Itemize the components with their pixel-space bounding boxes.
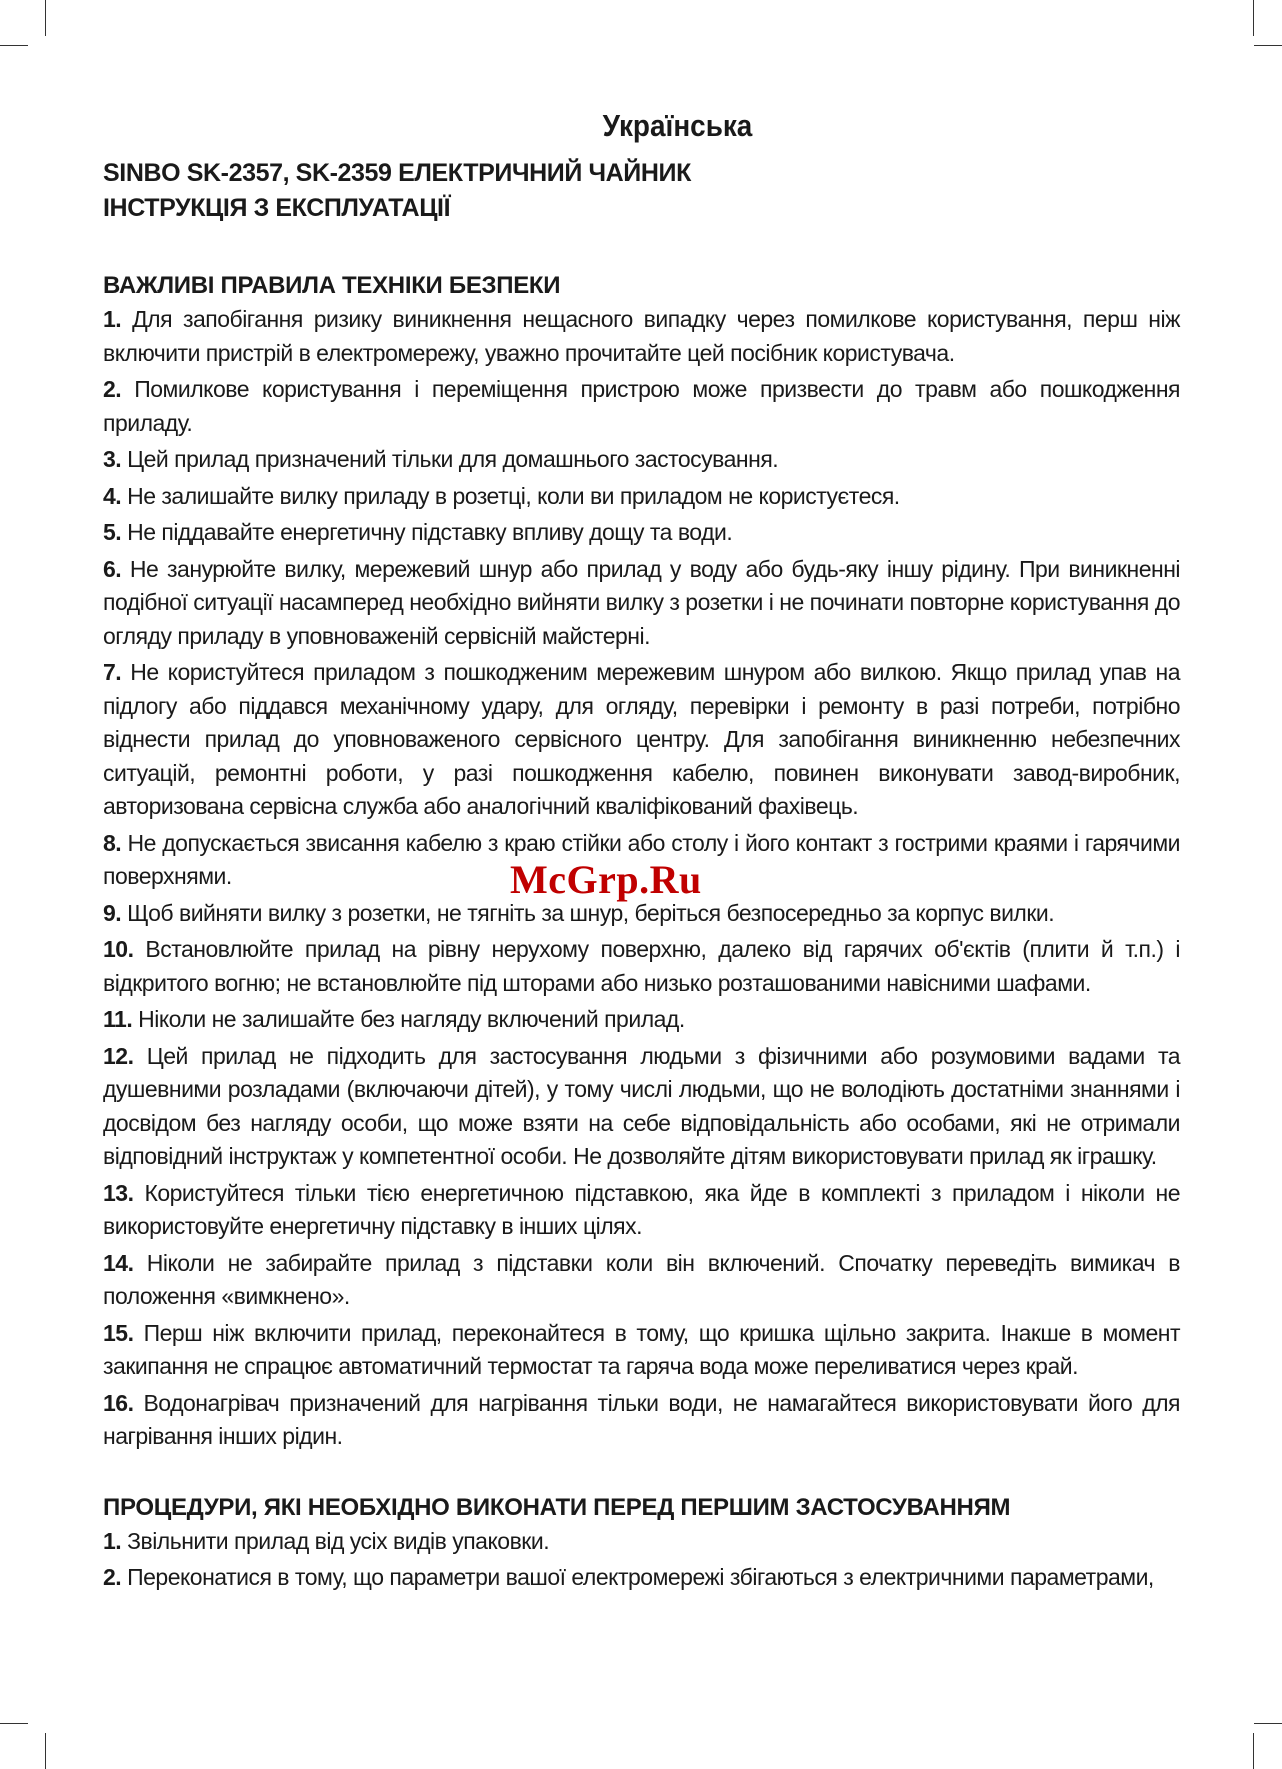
item-number: 7. <box>103 659 122 685</box>
item-number: 12. <box>103 1042 134 1069</box>
list-item <box>103 933 1180 1000</box>
item-text: Щоб вийняти вилку з розетки, не тягніть за шнур, беріться безпосередньо за корпус вилки. <box>127 899 1055 926</box>
list-item <box>103 516 1180 550</box>
item-text: Цей прилад не підходить для застосування людьми з фізичними або розумовими вадами та душевними розладами (включаючи дітей), у тому числі людьми, що не володіють достатніми знаннями і досвідом без нагляду особи, що може взяти на себе відповідальність або особами, які не отримали відповідний інструктаж у компетентної особи. Не дозволяйте дітям використовувати прилад як іграшку. <box>103 1042 1181 1169</box>
item-text: Не користуйтеся приладом з пошкодженим мережевим шнуром або вилкою. Якщо прилад упав на підлогу або піддався механічному удару, для огляду, перевірки і ремонту в разі потреби, потрібно віднести прилад до уповноваженого сервісного центру. Для запобігання виникненню небезпечних ситуацій, ремонтні роботи, у разі пошкодження кабелю, повинен виконувати завод-виробник, авторизована сервісна служба або аналогічний кваліфікований фахівець. <box>103 659 1180 819</box>
list-item <box>103 1040 1180 1174</box>
item-text: Переконатися в тому, що параметри вашої електромережі збігаються з електричними параметрами, <box>127 1564 1154 1590</box>
procedures-heading: ПРОЦЕДУРИ, ЯКІ НЕОБХІДНО ВИКОНАТИ ПЕРЕД ПЕРШИМ ЗАСТОСУВАННЯМ <box>103 1493 1011 1521</box>
item-number: 9. <box>103 899 122 926</box>
item-number: 1. <box>103 306 122 332</box>
item-number: 2. <box>103 1564 122 1590</box>
procedures-list <box>103 1525 1180 1595</box>
item-text: Цей прилад призначений тільки для домашнього застосування. <box>127 446 779 472</box>
list-item <box>103 303 1180 370</box>
crop-mark <box>1254 1723 1282 1724</box>
list-item <box>103 1387 1180 1454</box>
language-heading: Українська <box>602 108 753 143</box>
crop-mark <box>45 1733 46 1769</box>
list-item <box>103 373 1180 440</box>
item-number: 10. <box>103 936 134 962</box>
crop-mark <box>1253 0 1254 36</box>
item-number: 5. <box>103 519 122 545</box>
item-text: Користуйтеся тільки тією енергетичною підставкою, яка йде в комплекті з приладом і ніколи не використовуйте енергетичну підставку в інших цілях. <box>103 1179 1180 1239</box>
item-text: Ніколи не залишайте без нагляду включений прилад. <box>138 1006 685 1032</box>
item-text: Не піддавайте енергетичну підставку впливу дощу та води. <box>127 519 733 545</box>
crop-mark <box>0 45 28 46</box>
list-item <box>103 1561 1180 1595</box>
list-item <box>103 1317 1180 1384</box>
item-text: Помилкове користування і переміщення пристрою може призвести до травм або пошкодження приладу. <box>103 376 1180 436</box>
item-text: Не занурюйте вилку, мережевий шнур або прилад у воду або будь-яку іншу рідину. При виникненні подібної ситуації насамперед необхідно вийняти вилку з розетки і не починати повторне користування до огляду приладу в уповноваженій сервісній майстерні. <box>103 555 1181 649</box>
crop-mark <box>1254 45 1282 46</box>
item-text: Для запобігання ризику виникнення нещасного випадку через помилкове користування, перш ніж включити пристрій в електромережу, уважно прочитайте цей посібник користувача. <box>103 306 1181 366</box>
product-title: SINBO SK-2357, SK-2359 ЕЛЕКТРИЧНИЙ ЧАЙНИК <box>103 159 691 187</box>
item-text: Звільнити прилад від усіх видів упаковки. <box>127 1527 550 1554</box>
item-text: Встановлюйте прилад на рівну нерухому поверхню, далеко від гарячих об'єктів (плити й т.п.) і відкритого вогню; не встановлюйте під шторами або низько розташованими навісними шафами. <box>103 936 1181 996</box>
crop-mark <box>1253 1733 1254 1769</box>
document-page <box>103 108 1180 1598</box>
watermark-text: McGrp.Ru <box>510 857 702 902</box>
list-item <box>103 443 1180 477</box>
item-number: 8. <box>103 829 122 856</box>
crop-mark <box>45 0 46 36</box>
item-number: 6. <box>103 555 122 582</box>
item-number: 16. <box>103 1389 134 1416</box>
list-item <box>103 480 1180 514</box>
item-text: Перш ніж включити прилад, переконайтеся в тому, що кришка щільно закрита. Інакше в момент закипання не спрацює автоматичний термостат та гаряча вода може переливатися через край. <box>103 1319 1180 1379</box>
list-item <box>103 1525 1180 1559</box>
item-number: 15. <box>103 1319 134 1346</box>
item-text: Водонагрівач призначений для нагрівання тільки води, не намагайтеся використовувати його для нагрівання інших рідин. <box>103 1389 1181 1449</box>
item-number: 1. <box>103 1527 122 1554</box>
item-number: 14. <box>103 1249 134 1276</box>
crop-mark <box>0 1723 28 1724</box>
list-item <box>103 656 1180 824</box>
item-number: 3. <box>103 446 122 472</box>
list-item <box>103 553 1180 654</box>
safety-heading: ВАЖЛИВІ ПРАВИЛА ТЕХНІКИ БЕЗПЕКИ <box>103 272 561 299</box>
list-item <box>103 1247 1180 1314</box>
item-number: 13. <box>103 1179 134 1206</box>
item-text: Ніколи не забирайте прилад з підставки коли він включений. Спочатку переведіть вимикач в положення «вимкнено». <box>103 1249 1180 1309</box>
item-number: 11. <box>103 1006 133 1032</box>
item-number: 4. <box>103 482 122 509</box>
list-item <box>103 1003 1180 1037</box>
item-number: 2. <box>103 376 122 402</box>
item-text: Не залишайте вилку приладу в розетці, коли ви приладом не користуєтеся. <box>127 482 900 509</box>
manual-title: ІНСТРУКЦІЯ З ЕКСПЛУАТАЦІЇ <box>103 194 451 222</box>
item-text: Не допускається звисання кабелю з краю стійки або столу і його контакт з гострими краями і гарячими поверхнями. <box>103 829 1180 889</box>
list-item <box>103 1177 1180 1244</box>
